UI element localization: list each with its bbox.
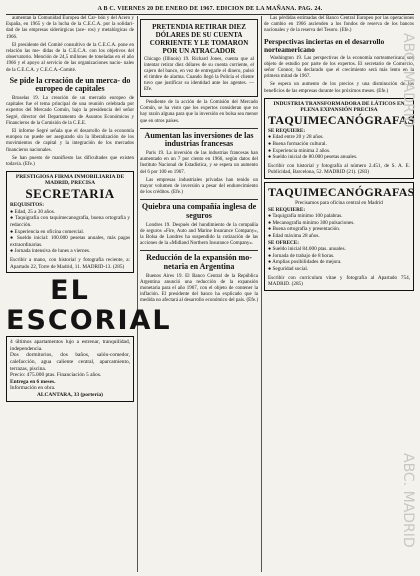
ad-intro: Precisamos para oficina central en Madrid [295,199,383,206]
ad-requirements-label: REQUISITOS: [10,202,44,209]
article-paragraph: El presidente del Comité consultivo de la C.E.C.A. pone en relación las me- didas de la C.E.C.A. con los objetivos del observatorio. Mención de 24,5 millones de toneladas en el año 1966 y el apoyo al servicio de las organizaciones nacio- nales de la C.E.C.A. y C.E.C.A.-Comité. [6,42,134,73]
ad-item: ● Taquigrafía mínimo 100 palabras. [268,213,343,220]
column-3 [264,16,414,572]
ad-item: ● Seguridad social. [268,265,309,272]
ad-item: ● Buena ortografía y presentación. [268,226,341,233]
ad-requirements-label: SE REQUIERE: [268,206,306,213]
escorial-line: Dos dormitorios, dos baños, salón-comedor, calefacción, agua caliente central, aparcamiento, terrazas, piscina. [10,352,130,372]
page-header: A B C. VIERNES 20 DE ENERO DE 1967. EDICION DE LA MAÑANA. PAG. 24. [6,5,414,15]
ad-company: INDUSTRIA TRANSFORMADORA DE LÁTICOS EN PLENA EXPANSIÓN PRECISA [273,100,405,113]
article-paragraph: El informe Segré señala que el desarrollo de la economía europea no puede ser asegurado sin la liberalización de los movimientos de capital y la integración de los mercados financieros nacionales. [6,129,134,153]
column-2 [140,16,258,572]
ad-item: ● Edad, 25 a 30 años. [10,208,56,215]
ad-item: ● Jornada de trabajo de 8 horas. [268,252,335,259]
featured-headline: PRETENDIA RETIRAR DIEZ DÓLARES DE SU CUENTA CORRIENTE Y LE TOMARON POR UN ATRACADOR [149,23,249,55]
article-headline: Se pide la creación de un merca- do europeo de capitales [9,75,131,94]
watermark: ABC. MADRID [400,452,416,548]
column-divider [137,16,138,572]
ad-item: ● Sueldo inicial de 80.000 pesetas anuales. [268,154,358,161]
article-paragraph: Washington 19. Las perspectivas de la economía norteamericana son objeto de estudio por parte de los expertos. El secretario de Comercio, señor Connor, ha declarado que el crecimiento será más lento en la primera mitad de 1967. [264,55,414,80]
escorial-emphasis: Entrega en 6 meses. [10,378,56,385]
ad-item: ● Sueldo inicial 84.000 ptas. anuales. [268,246,346,253]
article-paragraph: Las pérdidas estimadas del Banco Central Europeo por las operaciones de cambio en 1966 ascienden a los fondos de reserva de los bancos nacionales y de la reserva del Tesoro. (Efe.) [264,16,414,34]
ad-title: SECRETARIA [25,186,115,202]
escorial-line: Precio: 475.000 ptas. Financiación 5 años. [10,372,102,379]
ad-item: ● Jornada intensiva de lunes a viernes. [10,248,91,255]
ad-title: TAQUIMECANÓGRAFAS [268,184,415,199]
taquimecanografas-ad-1 [264,98,414,179]
ad-company: PRESTIGIOSA FIRMA INMOBILIARIA DE MADRID, PRECISA [15,174,125,187]
article-paragraph: Las empresas industriales privadas han tenido un mayor volumen de inversión a pesar del endurecimiento de los créditos. (Efe.) [140,177,258,196]
ad-offer-label: SE OFRECE: [268,239,299,246]
ad-footer: Escribir a mano, con historial y fotografía reciente, a: Apartado 22, Torre de Madrid, 11. MADRID-13. (285) [10,257,130,270]
ad-item: ● Experiencia mínima 2 años. [268,147,331,154]
escorial-line: Información en obra. [10,385,56,392]
taquimecanografas-ad-2 [264,182,414,291]
featured-body: Chicago (Illinois) 19. Richard Jones, cuenta que al intentar retirar diez dólares de su cuenta corriente, el cajero del banco, en vez de entregarle el dinero, pulsó el timbre de alarma. Cuando llegó la Policía el cliente tuvo que justificar su identidad ante los agentes. — Efe. [144,57,254,92]
article-headline: Perspectivas inciertas en el desarrollo norteamericano [264,36,385,54]
watermark: ABC. MADRID [400,32,416,128]
article-paragraph: aumentan la Comunidad Europea del Car- bón y del Acero y España, en 1965 y de la lucha de la C.E.C.A. por la solidari- dad de las empresas siderúrgicas (ace- ros) y metalúrgicas de 1966. [6,16,134,40]
ad-item: ● Taquigrafía con taquimecanografía, buena ortografía y redacción. [10,215,130,229]
ad-item: ● Buena formación cultural. [268,141,327,148]
secretaria-ad [6,171,134,273]
ad-item: ● Mecanografía mínimo 300 pulsaciones. [268,219,355,226]
featured-article-box [140,19,258,97]
ad-item: ● Experiencia en oficina comercial. [10,228,85,235]
article-paragraph: Buenos Aires 19. El Banco Central de la República Argentina anunció una reducción de la expansión monetaria para el año 1967, con el objeto de contener la inflación. El presidente del banco ha explicado que la medida no afectará al desarrollo económico del país. (Efe.) [140,273,259,304]
article-headline: Quiebra una compañía inglesa de seguros [141,202,257,221]
escorial-headline: EL ESCORIAL [6,275,172,337]
article-paragraph: Se espera un aumento de los precios y una disminución de los beneficios de las empresas durante los próximos meses. (Efe.) [264,82,414,94]
ad-item: ● Edad entre 20 y 28 años. [268,134,324,141]
article-paragraph: París 19. La inversión de las industrias francesas han aumentado en un 7 por ciento en 1966, según datos del Instituto Nacional de Estadística, y se espera un aumento del 6 por 100 en 1967. [140,151,258,175]
ad-item: ● Sueldo inicial: 100.000 pesetas anuales, más pagas extraordinarias. [10,235,130,248]
article-paragraph: Se han puesto de manifiesto las dificultades que existen todavía. (Efe.) [6,155,134,168]
ad-footer: Escribir con historial y fotografía al número 2.451, de S. A. E. Publicidad, Barcelona, 52. MADRID (21). (283) [268,162,410,176]
divider-line [140,199,258,200]
ad-requirements-label: SE REQUIERE: [268,127,306,134]
ad-footer: Escribir con curriculum vitae y fotografía al Apartado 754, MADRID. (285) [268,274,410,288]
divider-line [140,250,258,251]
ad-item: ● Amplias posibilidades de mejora. [268,259,342,266]
column-1 [6,16,172,572]
article-headline: Aumentan las inversiones de las industrias francesas [144,130,254,149]
ad-title: TAQUIMECANÓGRAFAS [268,112,415,127]
column-divider [261,16,262,572]
article-paragraph: Bruselas 19. La creación de un mercado europeo de capitales fue el tema principal de una reunión celebrada por expertos del Mercado Común, bajo la presidencia del señor Segré, director del Departamento de Asuntos Económicos y Financieros de la Comisión de la C.E.E. [6,96,134,126]
ad-item: ● Edad máxima 28 años. [268,232,320,239]
article-paragraph: Pendiente de la acción de la Comisión del Mercado Común, se ha visto que los expertos consideran que no hay razón alguna para que la inversión en bolsa sea menor que en otros países. [140,100,258,124]
escorial-ad-body [6,336,134,401]
divider-line [140,128,258,129]
article-headline: Reducción de la expansión mo- netaria en Argentina [146,253,252,272]
escorial-line: 4 últimos apartamentos lujo a estrenar, tranquilidad, independencia. [10,339,130,352]
article-paragraph: Londres 19. Después del hundimiento de la compañía de seguros «Fire, Auto and Marine Insurance Company», la Bolsa de Londres ha suspendido la cotización de las acciones de la «Midland Northern Insurance Company». [140,222,258,247]
escorial-address: ALCANTARA, 33 (portería) [37,391,103,398]
